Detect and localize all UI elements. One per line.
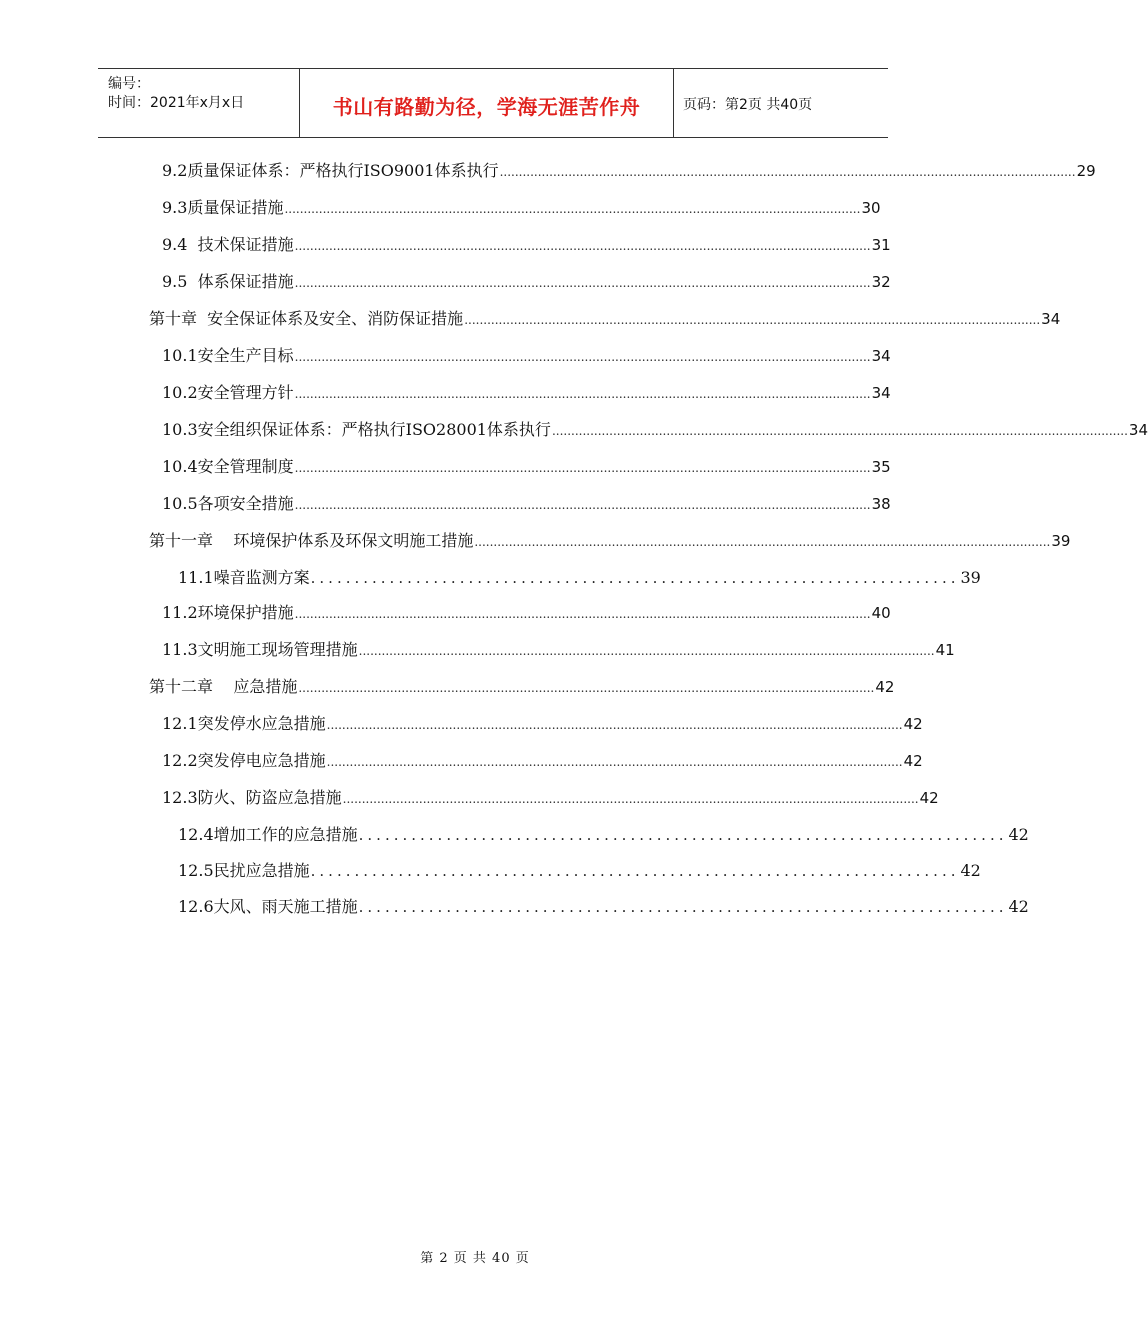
toc-entry[interactable] bbox=[162, 601, 891, 625]
toc-entry-page: 38 bbox=[871, 495, 891, 513]
toc-entry-label: 9.3质量保证措施 bbox=[162, 198, 284, 217]
toc-dot-leader: ....................................................................................................................................................... bbox=[294, 461, 871, 475]
toc-entry[interactable] bbox=[162, 381, 891, 405]
toc-entry-label: 第十一章 环境保护体系及环保文明施工措施 bbox=[149, 531, 474, 550]
toc-entry-label: 12.1突发停水应急措施 bbox=[162, 714, 326, 733]
toc-entry-label: 10.3安全组织保证体系：严格执行ISO28001体系执行 bbox=[162, 420, 551, 439]
toc-entry-page: 42 bbox=[1008, 897, 1029, 916]
toc-entry-page: 42 bbox=[919, 789, 939, 807]
toc-dot-leader: ....................................................................................................................................................... bbox=[474, 535, 1051, 549]
toc-entry-page: 42 bbox=[903, 752, 923, 770]
toc-dot-leader: ....................................................................................................................................................... bbox=[294, 607, 871, 621]
toc-entry[interactable] bbox=[178, 859, 981, 883]
document-time-label: 时间：2021年x月x日 bbox=[108, 95, 245, 111]
toc-entry[interactable] bbox=[162, 159, 1096, 183]
toc-entry-page: 35 bbox=[871, 458, 891, 476]
toc-entry[interactable] bbox=[162, 270, 891, 294]
toc-dot-leader: .......................................................................... bbox=[310, 569, 960, 587]
toc-entry-page: 39 bbox=[1051, 532, 1071, 550]
toc-entry-page: 29 bbox=[1076, 162, 1096, 180]
toc-dot-leader: .......................................................................... bbox=[358, 826, 1008, 844]
toc-entry-page: 34 bbox=[1041, 310, 1061, 328]
toc-entry-page: 32 bbox=[871, 273, 891, 291]
toc-dot-leader: ....................................................................................................................................................... bbox=[284, 202, 861, 216]
toc-dot-leader: .......................................................................... bbox=[310, 862, 960, 880]
toc-dot-leader: ....................................................................................................................................................... bbox=[294, 387, 871, 401]
toc-chapter-entry[interactable] bbox=[149, 675, 895, 699]
toc-entry-page: 34 bbox=[871, 384, 891, 402]
toc-chapter-entry[interactable] bbox=[149, 529, 1071, 553]
toc-entry-label: 11.3文明施工现场管理措施 bbox=[162, 640, 358, 659]
toc-entry[interactable] bbox=[162, 196, 881, 220]
toc-dot-leader: ....................................................................................................................................................... bbox=[294, 350, 871, 364]
toc-dot-leader: ....................................................................................................................................................... bbox=[326, 755, 903, 769]
toc-dot-leader: ....................................................................................................................................................... bbox=[294, 239, 871, 253]
toc-entry[interactable] bbox=[178, 566, 981, 590]
toc-entry-label: 9.5 体系保证措施 bbox=[162, 272, 294, 291]
toc-dot-leader: ....................................................................................................................................................... bbox=[294, 276, 871, 290]
header-meta-cell bbox=[98, 69, 299, 137]
toc-entry[interactable] bbox=[162, 344, 891, 368]
toc-entry-label: 9.4 技术保证措施 bbox=[162, 235, 294, 254]
page-footer: 第 2 页 共 40 页 bbox=[420, 1251, 530, 1266]
toc-entry-label: 9.2质量保证体系：严格执行ISO9001体系执行 bbox=[162, 161, 499, 180]
toc-entry[interactable] bbox=[162, 492, 891, 516]
toc-dot-leader: ....................................................................................................................................................... bbox=[298, 681, 875, 695]
toc-entry-label: 12.5民扰应急措施 bbox=[178, 861, 310, 880]
toc-entry-page: 30 bbox=[861, 199, 881, 217]
toc-entry-page: 31 bbox=[871, 236, 891, 254]
toc-dot-leader: .......................................................................... bbox=[358, 898, 1008, 916]
toc-entry-label: 第十章 安全保证体系及安全、消防保证措施 bbox=[149, 309, 464, 328]
toc-dot-leader: ....................................................................................................................................................... bbox=[499, 165, 1076, 179]
toc-dot-leader: ....................................................................................................................................................... bbox=[464, 313, 1041, 327]
document-code-label: 编号： bbox=[108, 76, 150, 92]
toc-entry-label: 10.1安全生产目标 bbox=[162, 346, 294, 365]
page-header bbox=[98, 68, 888, 138]
toc-entry[interactable] bbox=[178, 895, 1029, 919]
toc-entry-page: 39 bbox=[960, 568, 981, 587]
toc-entry-page: 41 bbox=[935, 641, 955, 659]
toc-entry-label: 10.5各项安全措施 bbox=[162, 494, 294, 513]
toc-entry-label: 12.6大风、雨天施工措施 bbox=[178, 897, 358, 916]
toc-entry-page: 42 bbox=[960, 861, 981, 880]
toc-dot-leader: ....................................................................................................................................................... bbox=[294, 498, 871, 512]
toc-entry-label: 12.4增加工作的应急措施 bbox=[178, 825, 358, 844]
toc-chapter-entry[interactable] bbox=[149, 307, 1061, 331]
toc-entry[interactable] bbox=[178, 823, 1029, 847]
toc-entry-page: 34 bbox=[871, 347, 891, 365]
toc-entry[interactable] bbox=[162, 418, 1148, 442]
toc-entry-page: 42 bbox=[1008, 825, 1029, 844]
toc-entry[interactable] bbox=[162, 638, 955, 662]
toc-entry-label: 12.3防火、防盗应急措施 bbox=[162, 788, 342, 807]
header-page-info: 页码：第2页 共40页 bbox=[683, 97, 813, 113]
toc-dot-leader: ....................................................................................................................................................... bbox=[358, 644, 935, 658]
toc-entry-label: 11.1噪音监测方案 bbox=[178, 568, 310, 587]
header-motto: 书山有路勤为径，学海无涯苦作舟 bbox=[332, 95, 641, 119]
toc-entry[interactable] bbox=[162, 749, 923, 773]
toc-entry-page: 40 bbox=[871, 604, 891, 622]
toc-entry-page: 42 bbox=[903, 715, 923, 733]
toc-entry-label: 12.2突发停电应急措施 bbox=[162, 751, 326, 770]
toc-entry[interactable] bbox=[162, 786, 939, 810]
toc-dot-leader: ....................................................................................................................................................... bbox=[342, 792, 919, 806]
toc-entry-label: 第十二章 应急措施 bbox=[149, 677, 298, 696]
toc-entry-label: 10.4安全管理制度 bbox=[162, 457, 294, 476]
toc-dot-leader: ....................................................................................................................................................... bbox=[326, 718, 903, 732]
toc-entry-page: 42 bbox=[875, 678, 895, 696]
toc-entry[interactable] bbox=[162, 455, 891, 479]
header-motto-cell bbox=[299, 69, 674, 137]
header-page-cell bbox=[673, 69, 888, 137]
toc-entry-label: 10.2安全管理方针 bbox=[162, 383, 294, 402]
toc-dot-leader: ....................................................................................................................................................... bbox=[551, 424, 1128, 438]
toc-entry-page: 34 bbox=[1128, 421, 1148, 439]
toc-entry-label: 11.2环境保护措施 bbox=[162, 603, 294, 622]
toc-entry[interactable] bbox=[162, 712, 923, 736]
toc-entry[interactable] bbox=[162, 233, 891, 257]
